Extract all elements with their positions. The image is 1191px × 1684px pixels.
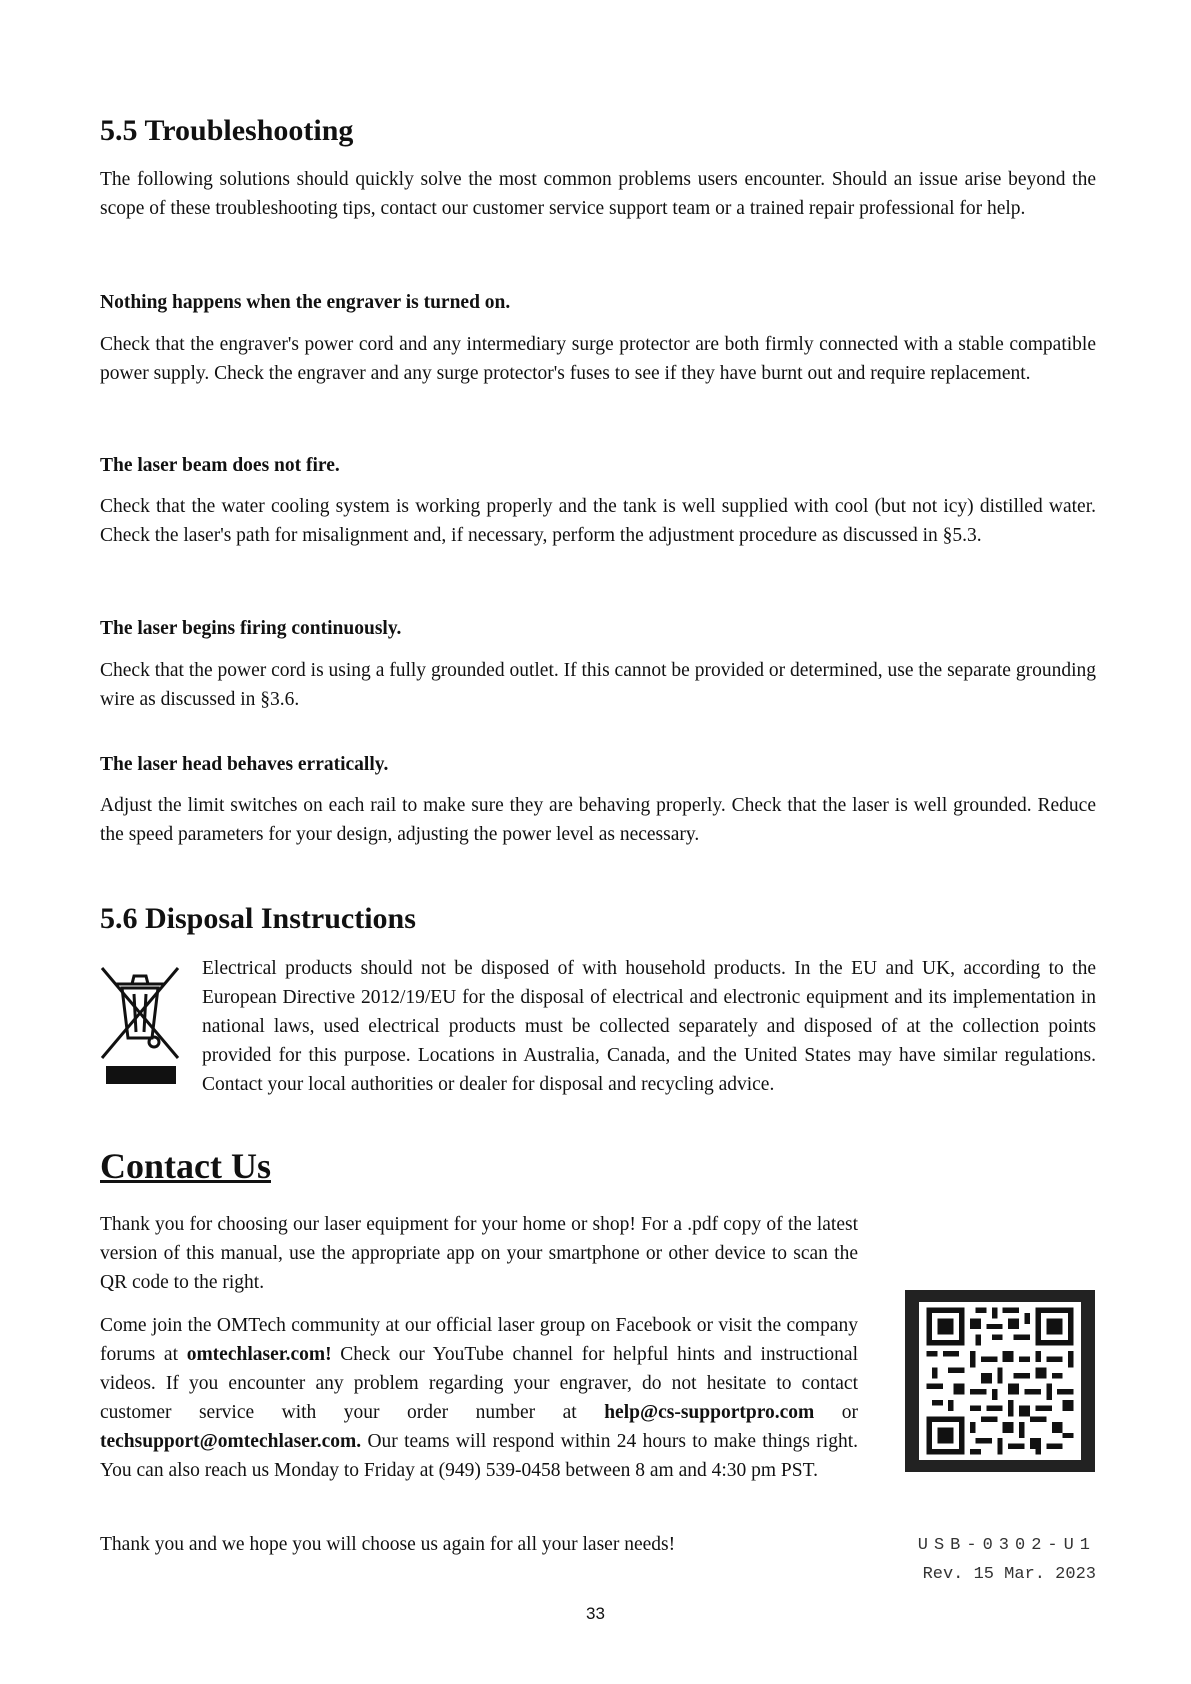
contact-p2-text-2: Check our YouTube channel for helpful hints and instructional videos. If you encounter any problem regarding your engraver, do not hesitate to contact customer service with your order number at [100, 1344, 858, 1423]
question-4: The laser head behaves erratically. [100, 754, 389, 775]
disposal-text: Electrical products should not be disposed of with household products. In the EU and UK, according to the European Directive 2012/19/EU for the disposal of electrical and electronic equipment and its implementation in national laws, used electrical products must be collected separately and disposed of at the collection points provided for this purpose. Locations in Australia, Canada, and the United States may have similar regulations. Contact your local authorities or dealer for disposal and recycling advice. [202, 958, 1096, 1095]
answer-4: Adjust the limit switches on each rail to make sure they are behaving properly. Check that the laser is well grounded. Reduce the speed parameters for your design, adjusting the power level as necessary. [100, 795, 1096, 845]
support-email-link[interactable]: help@cs-supportpro.com [604, 1402, 815, 1423]
contact-paragraph-1: Thank you for choosing our laser equipment for your home or shop! For a .pdf copy of the latest version of this manual, use the appropriate app on your smartphone or other device to scan the QR code to the right. [100, 1214, 858, 1293]
document-code-block [918, 1531, 1096, 1589]
document-code: USB-0302-U1 [917, 1536, 1096, 1555]
contact-p2-text-4: Our teams will respond within 24 hours to make things right. You can also reach us Monday to Friday at (949) 539-0458 between 8 am and 4:30 pm PST. [100, 1431, 858, 1481]
revision-date: Rev. 15 Mar. 2023 [922, 1565, 1096, 1584]
contact-paragraph-3: Thank you and we hope you will choose us again for all your laser needs! [100, 1534, 676, 1555]
disposal-heading: 5.6 Disposal Instructions [100, 902, 416, 935]
techsupport-email-link[interactable]: techsupport@omtechlaser.com. [100, 1431, 362, 1452]
question-1: Nothing happens when the engraver is turned on. [100, 292, 511, 313]
troubleshooting-intro: The following solutions should quickly solve the most common problems users encounter. Should an issue arise beyond the scope of these troubleshooting tips, contact our customer service support team or a trained repair professional for help. [100, 169, 1096, 219]
contact-p2-text-3: or [814, 1402, 858, 1423]
troubleshooting-heading: 5.5 Troubleshooting [100, 114, 354, 147]
page-number: 33 [586, 1604, 605, 1623]
question-2: The laser beam does not fire. [100, 455, 340, 476]
answer-1: Check that the engraver's power cord and any intermediary surge protector are both firmly connected with a stable compatible power supply. Check the engraver and any surge protector's fuses to see if they have burnt out and require replacement. [100, 334, 1096, 384]
contact-paragraph-2 [100, 1311, 858, 1485]
answer-3: Check that the power cord is using a fully grounded outlet. If this cannot be provided or determined, use the separate grounding wire as discussed in §3.6. [100, 660, 1096, 710]
contact-heading: Contact Us [100, 1146, 271, 1186]
weee-crossed-bin-icon [98, 962, 182, 1090]
forum-link[interactable]: omtechlaser.com! [186, 1344, 332, 1365]
question-3: The laser begins firing continuously. [100, 618, 402, 639]
answer-2: Check that the water cooling system is working properly and the tank is well supplied with cool (but not icy) distilled water. Check the laser's path for misalignment and, if necessary, perform the adjustment procedure as discussed in §5.3. [100, 496, 1096, 546]
qr-code-icon[interactable] [905, 1290, 1095, 1472]
contact-p2-text-1: Come join the OMTech community at our official laser group on Facebook or visit the company forums at [100, 1315, 858, 1365]
